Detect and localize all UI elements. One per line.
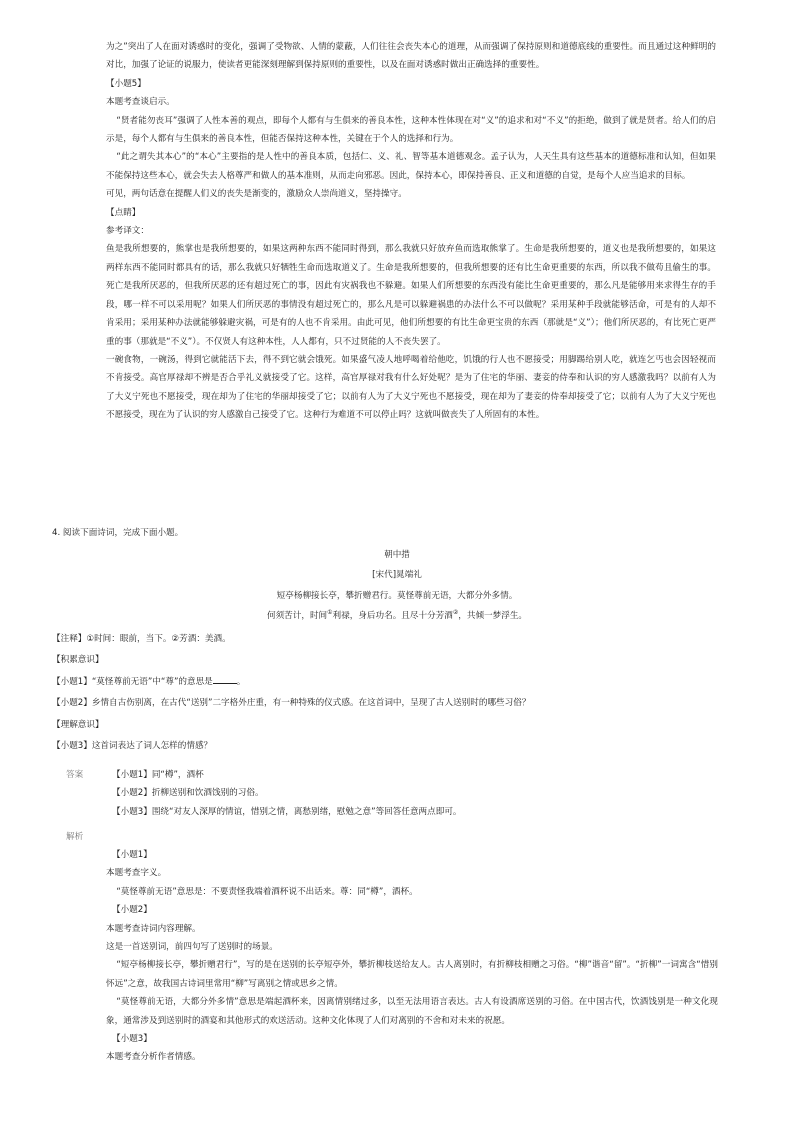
answer-tag: 答案 xyxy=(66,770,84,780)
question-4 xyxy=(52,524,742,542)
poem-text: 利禄，身后功名。且尽十分芳酒 xyxy=(332,611,453,622)
answer-blank xyxy=(213,673,237,684)
subquestion-text: 【小题1】“莫怪尊前无语”中“尊”的意思是 xyxy=(52,676,213,687)
poem-text: 何须苦计，时间 xyxy=(266,611,328,622)
paragraph: 为之”突出了人在面对诱惑时的变化，强调了受物欲、人情的蒙蔽，人们往往会丧失本心的道理，从而强调了保持原则和道德底线的重要性。而且通过这种鲜明的对比，加强了论证的说服力，使读者更能深刻理解到保持原则的重要性，以及在面对诱惑时做出正确选择的重要性。 xyxy=(106,42,716,71)
translation-paragraph: 鱼是我所想要的，熊掌也是我所想要的，如果这两种东西不能同时得到，那么我就只好放弃鱼而选取熊掌了。生命是我所想要的，道义也是我所想要的，如果这两样东西不能同时都具有的话，那么我就只好牺牲生命而选取道义了。生命是我所想要的，但我所想要的还有比生命更重要的东西，所以我不做苟且偷生的事。死亡是我所厌恶的，但我所厌恶的还有超过死亡的事，因此有灾祸我也不躲避。如果人们所想要的东西没有能比生命更重要的，那么凡是能够用来求得生存的手段，哪一样不可以采用呢？如果人们所厌恶的事情没有超过死亡的，那么凡是可以躲避祸患的办法什么不可以做呢？采用某种手段就能够活命，可是有的人却不肯采用；采用某种办法就能够躲避灾祸，可是有的人也不肯采用。由此可见，他们所想要的有比生命更宝贵的东西（那就是“义”）；他们所厌恶的，有比死亡更严重的事（那就是“不义”）。不仅贤人有这种本性，人人都有，只不过贤能的人不丧失罢了。 xyxy=(106,244,716,347)
analysis-block xyxy=(106,846,718,1067)
annotation: 【注释】①时间：眼前，当下。②芳酒：美酒。 xyxy=(52,634,231,644)
answer-block xyxy=(112,766,712,821)
analysis-continuation xyxy=(106,38,716,425)
paragraph: 本题考查谈启示。 xyxy=(106,97,175,108)
subquestion-text: 。 xyxy=(236,676,246,687)
footnote-mark: ② xyxy=(452,609,459,617)
paragraph: “莫怪尊前无语”意思是：不要责怪我端着酒杯说不出话来。尊：同“樽”，酒杯。 xyxy=(116,886,418,897)
analysis-tag: 解析 xyxy=(66,832,84,842)
section-label: 【理解意识】 xyxy=(52,719,104,730)
poem-title: 朝中措 xyxy=(384,550,410,560)
answer-line: 【小题1】同“樽”，酒杯 xyxy=(112,770,204,780)
paragraph: “短亭杨柳接长亭，攀折赠君行”，写的是在送别的长亭短亭外，攀折柳枝送给友人。古人离别时，有折柳枝相赠之习俗。“柳”谐音“留”。“折柳”一词寓含“惜别怀远”之意，故我国古诗词里常用“柳”写离别之情或思乡之情。 xyxy=(106,960,718,989)
poem-author: [宋代]晁端礼 xyxy=(372,570,422,581)
question-prompt: 4. 阅读下面诗词，完成下面小题。 xyxy=(52,528,184,538)
question-4-items xyxy=(52,630,742,755)
paragraph: 本题考查诗词内容理解。 xyxy=(106,923,201,934)
poem-line xyxy=(52,607,742,625)
poem xyxy=(52,546,742,626)
answer-line: 【小题3】围绕“对友人深厚的情谊，惜别之情，离愁别绪，慰勉之意”等回答任意两点即可。 xyxy=(112,806,462,817)
subquestion-label: 【小题2】 xyxy=(112,905,152,916)
paragraph: “莫怪尊前无语，大都分外多情”意思是端起酒杯来，因离情别绪过多，以至无法用语言表达。古人有设酒席送别的习俗。在中国古代，饮酒饯别是一种文化现象，通常涉及到送别时的酒宴和其他形式的欢送活动。这种文化体现了人们对离别的不舍和对未来的祝愿。 xyxy=(106,997,718,1026)
subquestion-1 xyxy=(52,673,742,691)
section-label: 【点睛】 xyxy=(106,207,141,218)
paragraph: 本题考查分析作者情感。 xyxy=(106,1052,201,1063)
subquestion-2: 【小题2】乡情自古伤别离，在古代“送别”二字格外庄重，有一种特殊的仪式感。在这首词中，呈现了古人送别时的哪些习俗？ xyxy=(52,698,531,709)
section-label: 【积累意识】 xyxy=(52,655,104,666)
paragraph: 可见，两句话意在提醒人们义的丧失是渐变的，激励众人崇尚道义，坚持操守。 xyxy=(106,189,407,200)
paragraph: 这是一首送别词，前四句写了送别时的场景。 xyxy=(106,942,278,953)
subquestion-label: 【小题1】 xyxy=(112,850,152,860)
paragraph: 参考译文： xyxy=(106,226,149,237)
paragraph: “此之谓失其本心”的“本心”主要指的是人性中的善良本质，包括仁、义、礼、智等基本道德观念。孟子认为，人天生具有这些基本的道德标准和认知，但如果不能保持这些本心，就会失去人格尊严和做人的基本准则，从而走向邪恶。因此，保持本心，即保持善良、正义和道德的自觉，是每个人应当追求的目标。 xyxy=(106,152,716,181)
subquestion-label: 【小题3】 xyxy=(112,1034,152,1045)
subquestion-label: 【小题5】 xyxy=(106,78,146,89)
poem-text: ，共倾一梦浮生。 xyxy=(458,611,528,622)
translation-paragraph: 一碗食物，一碗汤，得到它就能活下去，得不到它就会饿死。如果盛气凌人地呼喝着给他吃，饥饿的行人也不愿接受；用脚踢给别人吃，就连乞丐也会因轻视而不肯接受。高官厚禄却不辨是否合乎礼义就接受了它。这样，高官厚禄对我有什么好处呢？是为了住宅的华丽、妻妾的侍奉和认识的穷人感激我吗？以前有人为了大义宁死也不愿接受，现在却为了住宅的华丽却接受了它；以前有人为了大义宁死也不愿接受，现在却为了妻妾的侍奉却接受了它；以前有人为了大义宁死也不愿接受，现在为了认识的穷人感激自己接受了它。这种行为难道不可以停止吗？这就叫做丧失了人所固有的本性。 xyxy=(106,354,716,421)
paragraph: “贤者能勿丧耳”强调了人性本善的观点，即每个人都有与生俱来的善良本性，这种本性体现在对“义”的追求和对“不义”的拒绝，做到了就是贤者。给人们的启示是，每个人都有与生俱来的善良本性，但能否保持这种本性，关键在于个人的选择和行为。 xyxy=(106,115,716,145)
answer-line: 【小题2】折柳送别和饮酒饯别的习俗。 xyxy=(112,788,264,799)
subquestion-3: 【小题3】这首词表达了词人怎样的情感？ xyxy=(52,741,213,752)
footnote-mark: ① xyxy=(327,609,333,617)
paragraph: 本题考查字义。 xyxy=(106,868,167,879)
poem-line: 短亭杨柳接长亭，攀折赠君行。莫怪尊前无语，大都分外多情。 xyxy=(276,590,518,601)
